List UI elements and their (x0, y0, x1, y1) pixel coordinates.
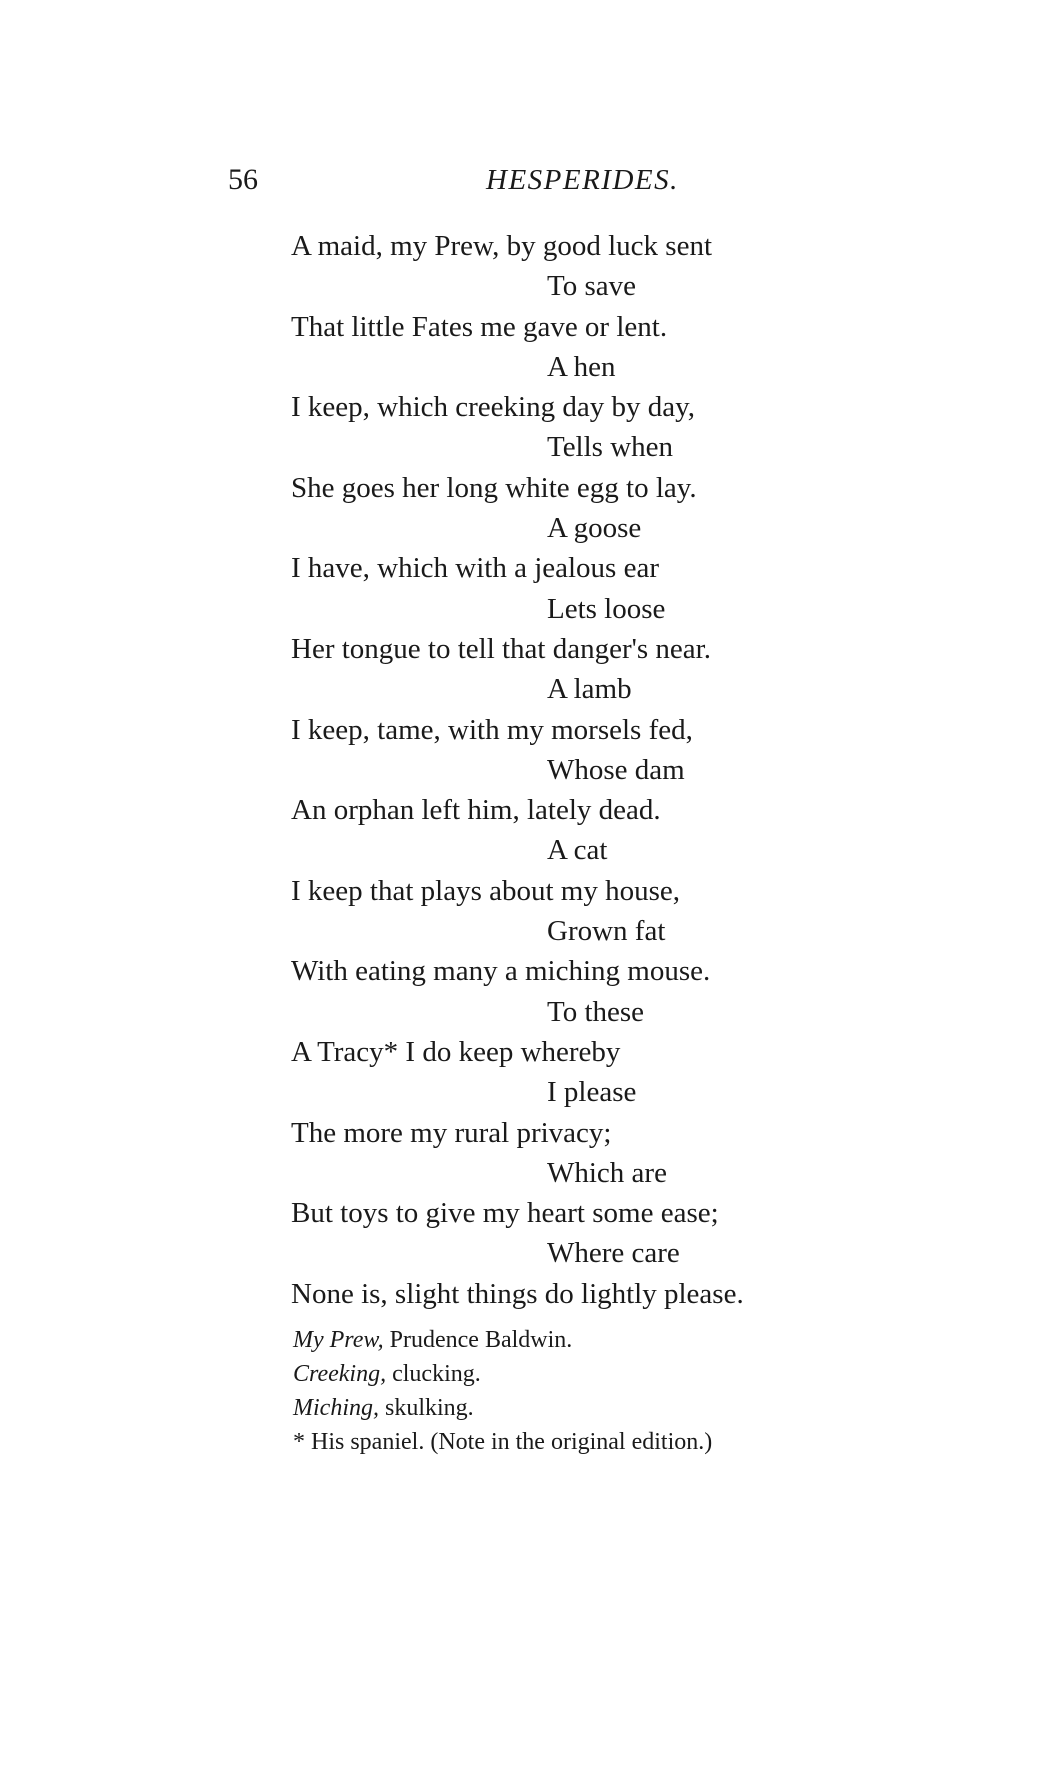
footnote (293, 1357, 1013, 1391)
poem-line: But toys to give my heart some ease; (291, 1197, 719, 1230)
poem-line: A hen (547, 350, 616, 383)
footnotes (293, 1323, 1013, 1459)
poem-line: Where care (547, 1237, 680, 1270)
poem-line: Tells when (547, 431, 674, 464)
poem-line: A lamb (547, 673, 632, 706)
poem-line: An orphan left him, lately dead. (291, 794, 661, 827)
poem-line: The more my rural privacy; (291, 1116, 612, 1149)
footnote-term: My Prew, (293, 1327, 384, 1353)
poem-line: Her tongue to tell that danger's near. (291, 632, 711, 665)
poem-line: To these (547, 995, 645, 1028)
footnote-gloss: * His spaniel. (Note in the original edition.) (293, 1429, 713, 1455)
poem-line: I keep, tame, with my morsels fed, (291, 713, 693, 746)
poem-line: I keep that plays about my house, (291, 874, 680, 907)
poem-line: None is, slight things do lightly please. (291, 1277, 744, 1310)
poem-line: Grown fat (547, 915, 666, 948)
footnote-term: Creeking, (293, 1361, 387, 1387)
footnote-gloss: Prudence Baldwin. (383, 1327, 573, 1353)
poem-line: I please (547, 1076, 637, 1109)
poem-line: I have, which with a jealous ear (291, 552, 659, 585)
poem-line: Which are (547, 1156, 667, 1189)
poem-line: Lets loose (547, 592, 666, 625)
poem-line: A goose (547, 512, 642, 545)
footnote (293, 1323, 1013, 1357)
poem-line: Whose dam (547, 753, 685, 786)
poem (0, 226, 1050, 1314)
page-number: 56 (228, 163, 258, 196)
poem-line: A cat (547, 834, 608, 867)
poem-line: She goes her long white egg to lay. (291, 471, 697, 504)
running-title: HESPERIDES. (486, 164, 679, 196)
poem-line: A Tracy* I do keep whereby (291, 1035, 621, 1068)
footnote-gloss: skulking. (378, 1395, 474, 1421)
footnote-term: Miching, (293, 1395, 379, 1421)
poem-line: A maid, my Prew, by good luck sent (291, 230, 712, 262)
footnote (293, 1425, 1013, 1459)
poem-line: To save (547, 270, 636, 303)
poem-line: That little Fates me gave or lent. (291, 310, 668, 343)
poem-line: I keep, which creeking day by day, (291, 391, 695, 424)
footnote (293, 1391, 1013, 1425)
footnote-gloss: clucking. (386, 1361, 481, 1387)
poem-line: With eating many a miching mouse. (291, 955, 711, 988)
